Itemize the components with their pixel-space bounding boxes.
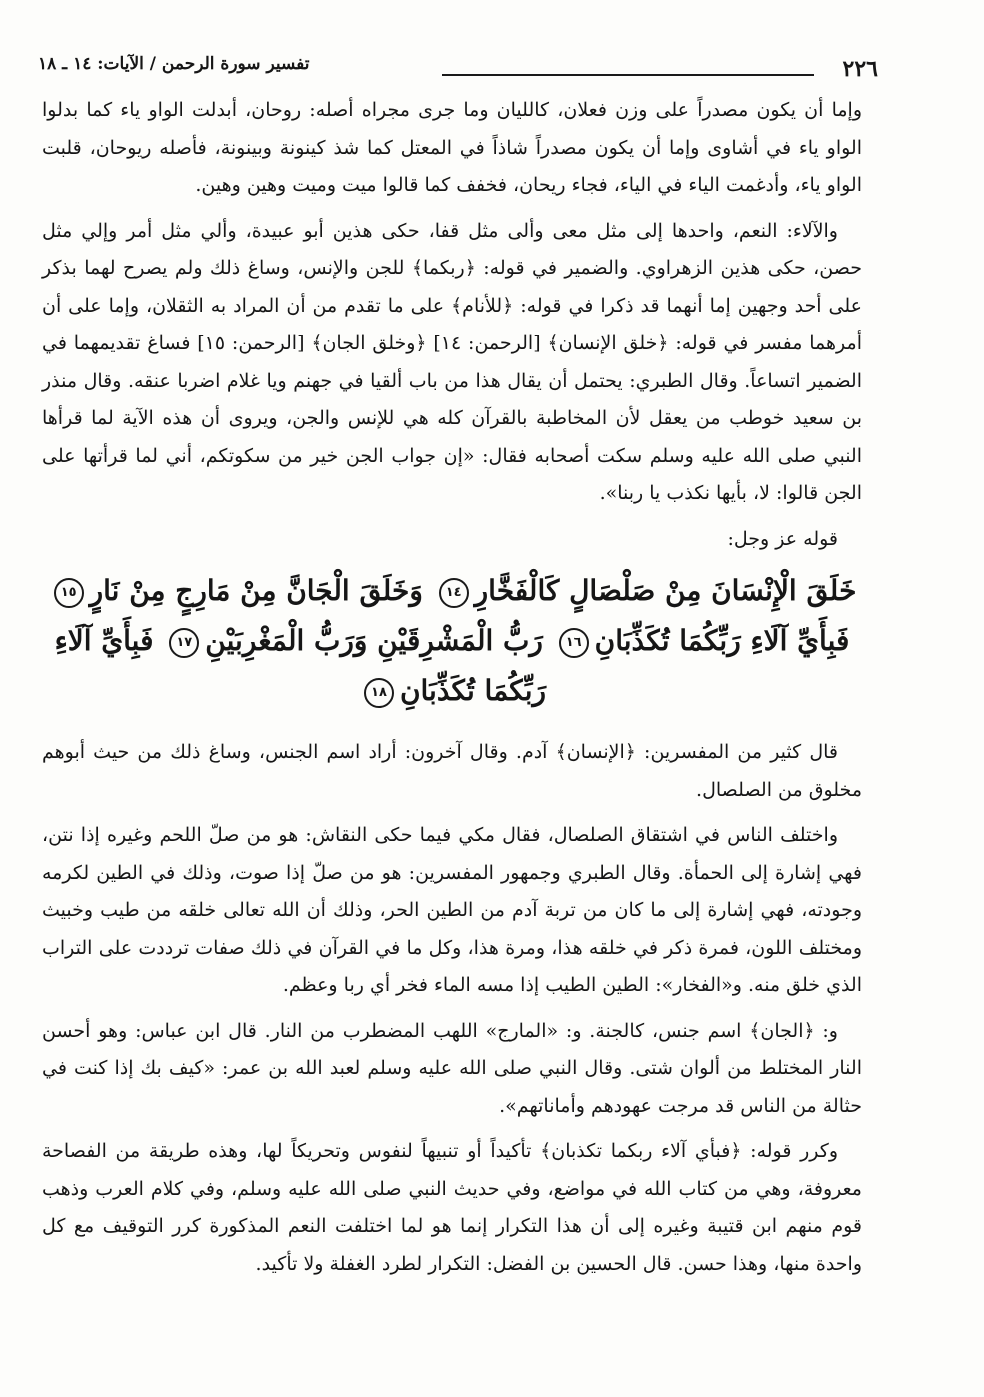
paragraph-salsal: واختلف الناس في اشتقاق الصلصال، فقال مكي فيما حكى النقاش: هو من صلّ اللحم وغيره إذا نتن، فهي إشارة إلى الحمأة. وقال الطبري وجمهور المفسرين: هو من صلّ إذا صوت، وذلك في الطين لكرمه وجودته، فهي إشارة إلى ما كان من تربة آدم من الطين الحر، وذلك أن الله تعالى خلقه من طيب وخبيث ومختلف اللون، فمرة ذكر في خلقه هذا، ومرة هذا، وكل ما في القرآن في ذلك صفات ترددت على التراب الذي خلق منه. و«الفخار»: الطين الطيب إذا مسه الماء فخر أي ربا وعظم.	[42, 824, 862, 996]
verse-intro: قوله عز وجل:	[727, 527, 838, 550]
ayah-number-marker: ١٨	[364, 678, 394, 708]
ayah-number-marker: ١٦	[559, 628, 589, 658]
paragraph-insan: قال كثير من المفسرين: ﴿الإنسان﴾ آدم. وقال آخرون: أراد اسم الجنس، وساغ ذلك من حيث أبوهم مخلوق من الصلصال.	[42, 741, 862, 801]
paragraph-alaa: والآلاء: النعم، واحدها إلى مثل معى وألى مثل قفا، حكى هذين أبو عبيدة، وألي مثل أمر وإلي مثل حصن، حكى هذين الزهراوي. والضمير في قوله: ﴿ربكما﴾ للجن والإنس، وساغ ذلك ولم يصرح لهما بذكر على أحد وجهين إما أنهما قد ذكرا في قوله: ﴿للأنام﴾ على ما تقدم من أن المراد به الثقلان، وإما على أن أمرهما مفسر في قوله: ﴿خلق الإنسان﴾ [الرحمن: ١٤] ﴿وخلق الجان﴾ [الرحمن: ١٥] فساغ تقديمهما في الضمير اتساعاً. وقال الطبري: يحتمل أن يقال هذا من باب ألقيا في جهنم ويا غلام اضربا عنقه. وقال منذر بن سعيد خوطب من يعقل لأن المخاطبة بالقرآن كله هي للإنس والجن، ويروى أن هذه الآية لما قرأها النبي صلى الله عليه وسلم سكت أصحابه فقال: «إن جواب الجن خير من سكوتكم، أني لما قرأتها على الجن قالوا: لا، بأيها نكذب يا ربنا».	[42, 219, 863, 504]
ayah-text: خَلَقَ الْإِنْسَانَ مِنْ صَلْصَالٍ كَالْفَخَّارِ	[474, 574, 857, 607]
page-number: ٢٢٦	[842, 56, 878, 82]
running-title: تفسير سورة الرحمن / الآيات: ١٤ ـ ١٨	[38, 54, 310, 74]
ayah-text: رَبُّ الْمَشْرِقَيْنِ وَرَبُّ الْمَغْرِبَيْنِ	[205, 624, 543, 657]
ayah-text: فَبِأَيِّ آلَاءِ رَبِّكُمَا تُكَذِّبَانِ	[594, 624, 850, 657]
paragraph-repetition: وكرر قوله: ﴿فبأي آلاء ربكما تكذبان﴾ تأكيداً أو تنبيهاً لنفوس وتحريكاً لها، وهذه طريقة من الفصاحة معروفة، وهي من كتاب الله في مواضع، وفي حديث النبي صلى الله عليه وسلم، وفي كلام العرب وذهب قوم منهم ابن قتيبة وغيره إلى أن هذا التكرار إنما هو لما اختلفت النعم المذكورة كرر التوقيف مع كل واحدة منها، وهذا حسن. قال الحسين بن الفضل: التكرار لطرد الغفلة ولا تأكيد.	[42, 1140, 862, 1275]
ayah-text: فَبِأَيِّ آلَاءِ رَبِّكُمَا تُكَذِّبَانِ	[54, 624, 547, 707]
paragraph-jan: و: ﴿الجان﴾ اسم جنس، كالجنة. و: «المارج» اللهب المضطرب من النار. قال ابن عباس: وهو أحسن النار المختلط من ألوان شتى. وقال النبي صلى الله عليه وسلم لعبد الله بن عمر: «كيف بك إذا كنت في حثالة من الناس قد مرجت عهودهم وأماناتهم».	[42, 1019, 862, 1117]
page-body	[42, 92, 862, 1291]
ayah-number-marker: ١٤	[439, 578, 469, 608]
ayah-number-marker: ١٧	[169, 628, 199, 658]
quran-verses	[42, 566, 862, 716]
page-header	[38, 50, 878, 86]
ayah-number-marker: ١٥	[54, 578, 84, 608]
header-rule	[442, 74, 814, 76]
ayah-text: وَخَلَقَ الْجَانَّ مِنْ مَارِجٍ مِنْ نَارٍ	[89, 574, 423, 607]
paragraph-rayhan: وإما أن يكون مصدراً على وزن فعلان، كالليان وما جرى مجراه أصله: روحان، أبدلت الواو ياء كما بدلوا الواو ياء في أشاوى وإما أن يكون مصدراً شاذاً في المعتل كما شذ كينونة وبينونة، فأصله ريوحان، قلبت الواو ياء، وأدغمت الياء في الياء، فجاء ريحان، فخفف كما قالوا ميت وميت وهين وهين.	[42, 99, 862, 196]
